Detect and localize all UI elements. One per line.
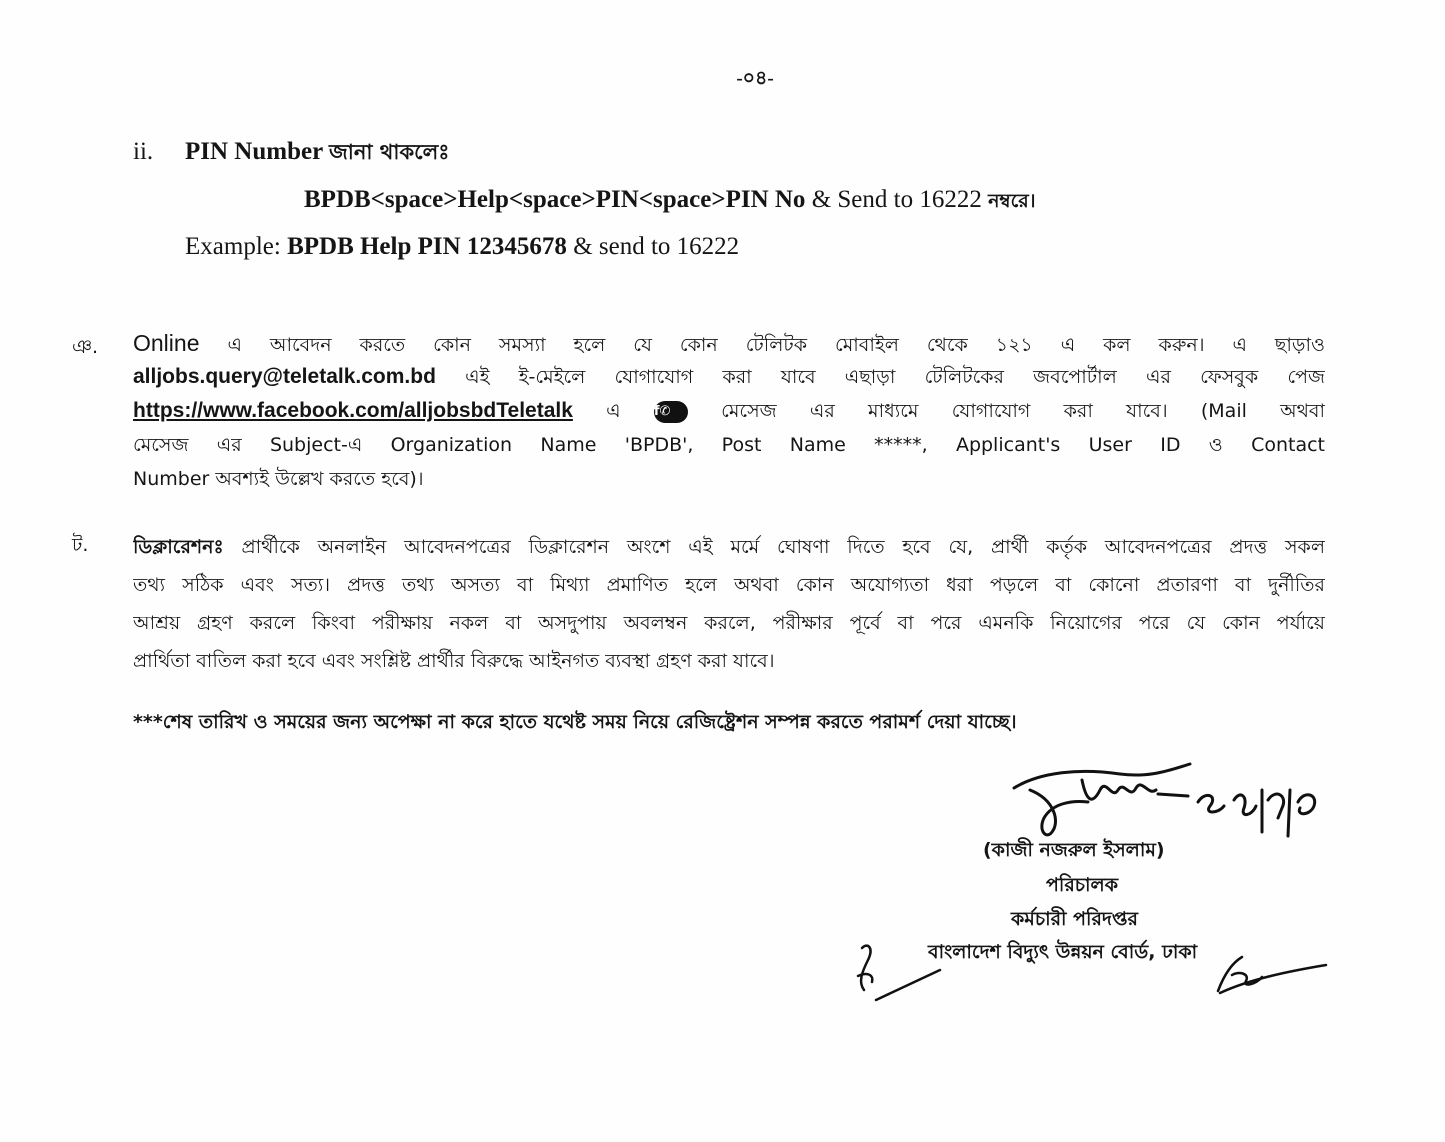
online-section-marker: ঞ.: [72, 336, 99, 358]
online-word: Online: [133, 330, 200, 356]
online-line-3-e: এ: [606, 400, 621, 422]
pin-example-rest: & send to 16222: [566, 233, 740, 260]
online-line-5: Number অবশ্যই উল্লেখ করতে হবে)।: [133, 468, 424, 490]
pin-format-rest: & Send to 16222: [805, 186, 989, 213]
signatory-name: (কাজী নজরুল ইসলাম): [983, 839, 1165, 861]
declaration-line-3: আশ্রয় গ্রহণ করলে কিংবা পরীক্ষায় নকল বা অসদুপায় অবলম্বন করলে, পরীক্ষার পূর্বে বা পরে এমনকি নিয়োগের পরে যে কোন পর্যায়ে: [133, 612, 1325, 634]
pin-sms-example: [185, 233, 739, 261]
pin-sms-format: [304, 186, 1036, 219]
messenger-icon: f✆: [654, 401, 688, 423]
declaration-line-1-text: প্রার্থীকে অনলাইন আবেদনপত্রের ডিক্লারেশন অংশে এই মর্মে ঘোষণা দিতে হবে যে, প্রার্থী কর্তৃক আবেদনপত্রের প্রদত্ত সকল: [241, 536, 1325, 558]
declaration-section-marker: ট.: [72, 534, 89, 556]
signatory-organization: বাংলাদেশ বিদ্যুৎ উন্নয়ন বোর্ড, ঢাকা: [928, 941, 1198, 963]
page-number: -০৪-: [736, 68, 774, 89]
online-line-2: [133, 360, 1325, 394]
online-line-4: মেসেজ এর Subject-এ Organization Name 'BPDB', Post Name *****, Applicant's User ID ও Contact: [133, 434, 1325, 456]
declaration-line-4: প্রার্থিতা বাতিল করা হবে এবং সংশ্লিষ্ট প্রার্থীর বিরুদ্ধে আইনগত ব্যবস্থা গ্রহণ করা যাবে।: [133, 650, 775, 672]
signatory-department: কর্মচারী পরিদপ্তর: [1011, 908, 1138, 930]
pin-format-bn: নম্বরে।: [988, 190, 1036, 212]
declaration-line-2: তথ্য সঠিক এবং সত্য। প্রদত্ত তথ্য অসত্য বা মিথ্যা প্রমাণিত হলে অথবা কোন অযোগ্যতা ধরা পড়লে বা কোনো প্রতারণা বা দুর্নীতির: [133, 574, 1325, 596]
pin-heading-bn: জানা থাকলেঃ: [328, 140, 450, 164]
pin-example-bold: BPDB Help PIN 12345678: [287, 233, 567, 260]
declaration-paragraph: [133, 528, 1325, 680]
signatory-title: পরিচালক: [1046, 874, 1118, 896]
initials-mark: [848, 938, 948, 1008]
pin-example-label: Example:: [185, 233, 288, 260]
facebook-link[interactable]: https://www.facebook.com/alljobsbdTeletalk: [133, 399, 573, 422]
pin-section-heading: [185, 136, 449, 171]
pin-heading-en: PIN Number: [185, 138, 323, 165]
online-line-2-bn: এই ই-মেইলে যোগাযোগ করা যাবে এছাড়া টেলিটকের জবপোর্টাল এর ফেসবুক পেজ: [465, 366, 1325, 388]
online-line-3: [133, 394, 1325, 428]
declaration-line-1: [133, 528, 1325, 566]
pin-format-bold: BPDB<space>Help<space>PIN<space>PIN No: [304, 186, 806, 213]
declaration-label: ডিক্লারেশনঃ: [133, 536, 224, 558]
support-email: alljobs.query@teletalk.com.bd: [133, 365, 436, 388]
online-line-1: [133, 326, 1325, 360]
advice-note: ***শেষ তারিখ ও সময়ের জন্য অপেক্ষা না করে হাতে যথেষ্ট সময় নিয়ে রেজিষ্ট্রেশন সম্পন্ন করতে পরামর্শ দেয়া যাচ্ছে।: [133, 711, 1017, 733]
online-help-paragraph: [133, 326, 1325, 496]
online-line-3-bn: মেসেজ এর মাধ্যমে যোগাযোগ করা যাবে। (Mail অথবা: [721, 400, 1325, 422]
online-line-1-bn: এ আবেদন করতে কোন সমস্যা হলে যে কোন টেলিটক মোবাইল থেকে ১২১ এ কল করুন। এ ছাড়াও: [227, 334, 1325, 356]
pin-section-marker: ii.: [133, 138, 154, 165]
paraph-mark: [1210, 945, 1330, 1005]
